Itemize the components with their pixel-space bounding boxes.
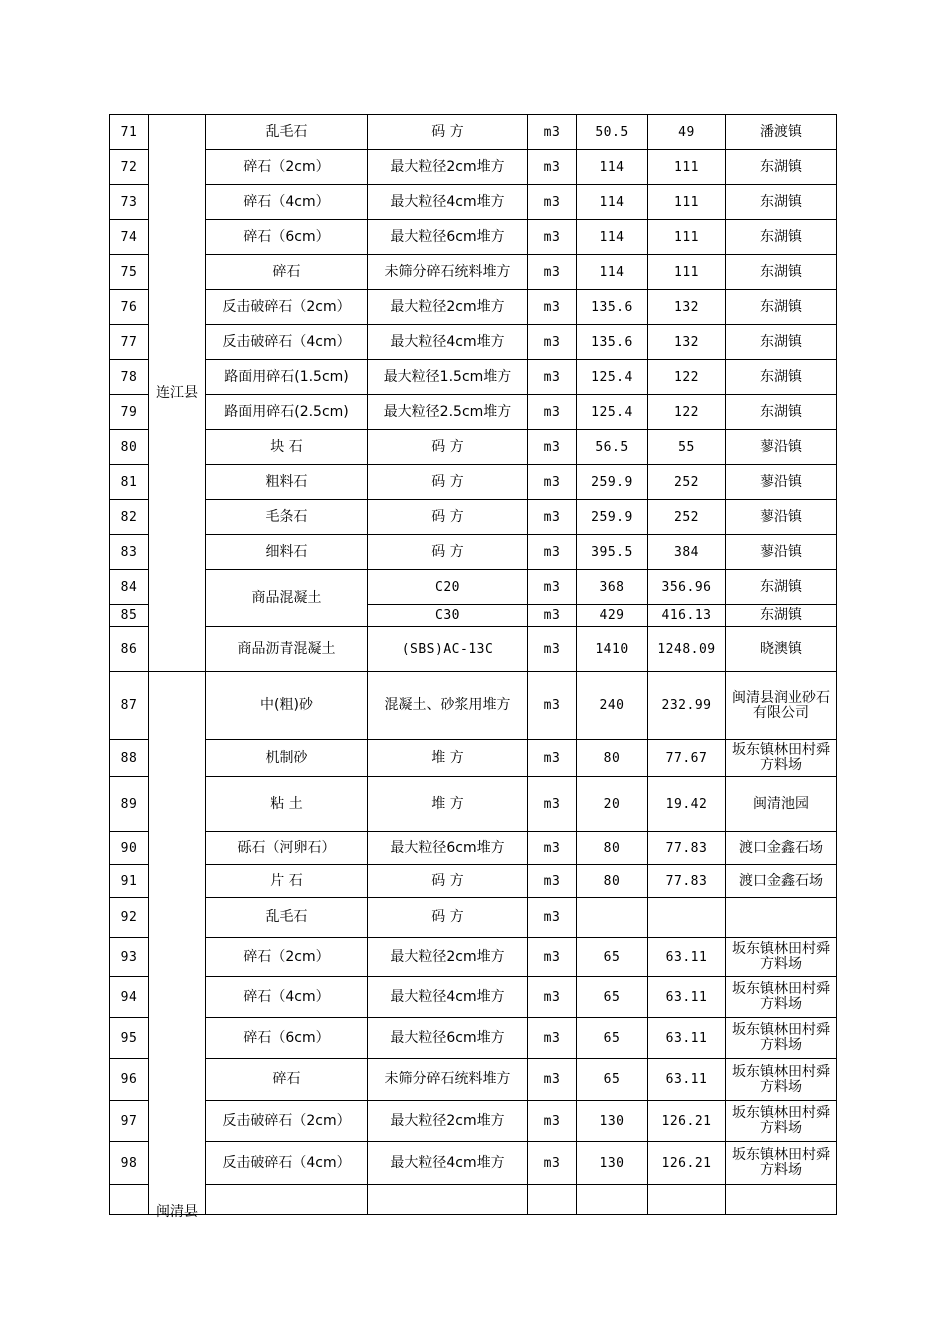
row-number-cell: 83 <box>110 535 149 570</box>
table-row <box>110 290 837 325</box>
table-row <box>110 977 837 1018</box>
location-cell: 东湖镇 <box>726 570 837 605</box>
price-notax-cell: 77.83 <box>648 832 726 865</box>
location-cell: 东湖镇 <box>726 255 837 290</box>
price-tax-cell: 65 <box>577 977 648 1018</box>
price-tax-cell: 80 <box>577 740 648 777</box>
unit-cell: m3 <box>528 535 577 570</box>
table-row <box>110 360 837 395</box>
price-tax-cell: 50.5 <box>577 115 648 150</box>
table-row <box>110 535 837 570</box>
row-number-cell: 72 <box>110 150 149 185</box>
price-notax-cell: 55 <box>648 430 726 465</box>
empty-cell <box>368 1185 528 1215</box>
material-name-cell: 粗料石 <box>206 465 368 500</box>
material-name-cell: 路面用碎石(1.5cm) <box>206 360 368 395</box>
price-notax-cell: 111 <box>648 150 726 185</box>
spec-cell: 混凝土、砂浆用堆方 <box>368 672 528 740</box>
material-name-cell: 碎石（2cm） <box>206 150 368 185</box>
spec-cell: 码 方 <box>368 500 528 535</box>
row-number-cell: 86 <box>110 627 149 672</box>
price-notax-cell: 19.42 <box>648 777 726 832</box>
spec-cell: 最大粒径2.5cm堆方 <box>368 395 528 430</box>
row-number-cell: 93 <box>110 938 149 977</box>
spec-cell: 最大粒径2cm堆方 <box>368 938 528 977</box>
row-number-cell: 87 <box>110 672 149 740</box>
row-number-cell: 91 <box>110 865 149 898</box>
unit-cell: m3 <box>528 832 577 865</box>
table-row <box>110 500 837 535</box>
price-tax-cell: 65 <box>577 1018 648 1059</box>
table-body <box>110 115 837 1220</box>
price-notax-cell <box>648 898 726 938</box>
table-row <box>110 465 837 500</box>
unit-cell: m3 <box>528 220 577 255</box>
location-cell: 东湖镇 <box>726 325 837 360</box>
price-tax-cell: 130 <box>577 1142 648 1185</box>
price-tax-cell: 368 <box>577 570 648 605</box>
unit-cell: m3 <box>528 430 577 465</box>
price-notax-cell: 111 <box>648 220 726 255</box>
unit-cell: m3 <box>528 570 577 605</box>
spec-cell: 最大粒径6cm堆方 <box>368 832 528 865</box>
spec-cell: C20 <box>368 570 528 605</box>
unit-cell: m3 <box>528 185 577 220</box>
unit-cell: m3 <box>528 325 577 360</box>
price-notax-cell: 126.21 <box>648 1101 726 1142</box>
spec-cell: 码 方 <box>368 430 528 465</box>
unit-cell: m3 <box>528 898 577 938</box>
row-number-cell: 90 <box>110 832 149 865</box>
material-name-cell: 碎石（4cm） <box>206 977 368 1018</box>
location-cell: 闽清池园 <box>726 777 837 832</box>
table-row <box>110 1101 837 1142</box>
price-notax-cell: 111 <box>648 185 726 220</box>
spec-cell: 最大粒径4cm堆方 <box>368 977 528 1018</box>
row-number-cell: 96 <box>110 1059 149 1101</box>
price-tax-cell: 259.9 <box>577 465 648 500</box>
price-tax-cell: 114 <box>577 255 648 290</box>
price-notax-cell: 111 <box>648 255 726 290</box>
material-name-cell: 毛条石 <box>206 500 368 535</box>
empty-cell <box>528 1185 577 1215</box>
location-cell: 东湖镇 <box>726 220 837 255</box>
unit-cell: m3 <box>528 1142 577 1185</box>
row-number-cell: 97 <box>110 1101 149 1142</box>
row-number-cell: 81 <box>110 465 149 500</box>
unit-cell: m3 <box>528 977 577 1018</box>
empty-cell <box>726 1185 837 1215</box>
material-name-cell: 机制砂 <box>206 740 368 777</box>
material-name-cell: 粘 土 <box>206 777 368 832</box>
price-notax-cell: 252 <box>648 500 726 535</box>
row-number-cell: 89 <box>110 777 149 832</box>
price-tax-cell: 65 <box>577 1059 648 1101</box>
county-label-minqing: 闽清县 <box>156 1204 198 1220</box>
price-tax-cell: 259.9 <box>577 500 648 535</box>
price-tax-cell: 135.6 <box>577 325 648 360</box>
location-cell: 渡口金鑫石场 <box>726 865 837 898</box>
price-tax-cell: 395.5 <box>577 535 648 570</box>
row-number-cell: 95 <box>110 1018 149 1059</box>
price-notax-cell: 126.21 <box>648 1142 726 1185</box>
material-name-cell: 商品沥青混凝土 <box>206 627 368 672</box>
price-notax-cell: 132 <box>648 325 726 360</box>
material-name-cell: 细料石 <box>206 535 368 570</box>
empty-cell <box>648 1185 726 1215</box>
table-row <box>110 570 837 605</box>
material-name-cell: 路面用碎石(2.5cm) <box>206 395 368 430</box>
price-notax-cell: 1248.09 <box>648 627 726 672</box>
row-number-cell: 71 <box>110 115 149 150</box>
location-cell: 东湖镇 <box>726 185 837 220</box>
price-tax-cell: 80 <box>577 832 648 865</box>
row-number-cell: 85 <box>110 605 149 627</box>
price-table-wrapper <box>109 114 836 1220</box>
material-name-cell: 反击破碎石（2cm） <box>206 1101 368 1142</box>
unit-cell: m3 <box>528 865 577 898</box>
county-cell-minqing <box>149 672 206 1220</box>
spec-cell: 未筛分碎石统料堆方 <box>368 255 528 290</box>
location-cell: 坂东镇林田村舜方料场 <box>726 740 837 777</box>
material-name-cell: 碎石 <box>206 255 368 290</box>
table-row <box>110 832 837 865</box>
spec-cell: 堆 方 <box>368 740 528 777</box>
material-name-cell: 碎石（6cm） <box>206 220 368 255</box>
material-name-cell: 碎石 <box>206 1059 368 1101</box>
location-cell: 蓼沿镇 <box>726 430 837 465</box>
location-cell: 潘渡镇 <box>726 115 837 150</box>
spec-cell: C30 <box>368 605 528 627</box>
spec-cell: 堆 方 <box>368 777 528 832</box>
price-tax-cell: 114 <box>577 150 648 185</box>
location-cell: 东湖镇 <box>726 150 837 185</box>
price-notax-cell: 77.67 <box>648 740 726 777</box>
location-cell: 坂东镇林田村舜方料场 <box>726 977 837 1018</box>
unit-cell: m3 <box>528 1101 577 1142</box>
row-number-cell: 82 <box>110 500 149 535</box>
material-name-cell: 碎石（4cm） <box>206 185 368 220</box>
unit-cell: m3 <box>528 360 577 395</box>
price-notax-cell: 77.83 <box>648 865 726 898</box>
unit-cell: m3 <box>528 115 577 150</box>
table-row <box>110 740 837 777</box>
spec-cell: 最大粒径6cm堆方 <box>368 1018 528 1059</box>
spec-cell: 码 方 <box>368 898 528 938</box>
county-cell-lianjiang: 连江县 <box>149 115 206 672</box>
material-name-cell: 乱毛石 <box>206 898 368 938</box>
spec-cell: 最大粒径6cm堆方 <box>368 220 528 255</box>
spec-cell: 码 方 <box>368 865 528 898</box>
price-notax-cell: 132 <box>648 290 726 325</box>
price-notax-cell: 49 <box>648 115 726 150</box>
unit-cell: m3 <box>528 1059 577 1101</box>
unit-cell: m3 <box>528 777 577 832</box>
price-notax-cell: 252 <box>648 465 726 500</box>
unit-cell: m3 <box>528 740 577 777</box>
unit-cell: m3 <box>528 290 577 325</box>
spec-cell: (SBS)AC-13C <box>368 627 528 672</box>
material-name-cell: 反击破碎石（2cm） <box>206 290 368 325</box>
table-row <box>110 1142 837 1185</box>
unit-cell: m3 <box>528 627 577 672</box>
spec-cell: 未筛分碎石统料堆方 <box>368 1059 528 1101</box>
table-row <box>110 255 837 290</box>
material-name-cell: 乱毛石 <box>206 115 368 150</box>
row-number-cell: 79 <box>110 395 149 430</box>
empty-cell <box>206 1185 368 1215</box>
table-row <box>110 185 837 220</box>
row-number-cell: 74 <box>110 220 149 255</box>
row-number-cell: 77 <box>110 325 149 360</box>
unit-cell: m3 <box>528 605 577 627</box>
price-tax-cell: 20 <box>577 777 648 832</box>
table-row-continuation <box>110 1185 837 1215</box>
row-number-cell: 78 <box>110 360 149 395</box>
table-row <box>110 115 837 150</box>
location-cell: 蓼沿镇 <box>726 535 837 570</box>
spec-cell: 最大粒径4cm堆方 <box>368 185 528 220</box>
spec-cell: 最大粒径2cm堆方 <box>368 290 528 325</box>
table-row <box>110 325 837 360</box>
location-cell: 坂东镇林田村舜方料场 <box>726 1101 837 1142</box>
empty-cell <box>577 1185 648 1215</box>
spec-cell: 码 方 <box>368 115 528 150</box>
price-notax-cell: 63.11 <box>648 938 726 977</box>
row-number-cell: 80 <box>110 430 149 465</box>
material-name-cell: 碎石（6cm） <box>206 1018 368 1059</box>
unit-cell: m3 <box>528 465 577 500</box>
price-notax-cell: 356.96 <box>648 570 726 605</box>
row-number-cell: 88 <box>110 740 149 777</box>
price-notax-cell: 232.99 <box>648 672 726 740</box>
price-tax-cell: 125.4 <box>577 360 648 395</box>
unit-cell: m3 <box>528 500 577 535</box>
location-cell: 闽清县润业砂石有限公司 <box>726 672 837 740</box>
location-cell: 晓澳镇 <box>726 627 837 672</box>
material-name-cell: 片 石 <box>206 865 368 898</box>
price-tax-cell: 125.4 <box>577 395 648 430</box>
price-tax-cell: 429 <box>577 605 648 627</box>
location-cell: 东湖镇 <box>726 360 837 395</box>
row-number-cell: 73 <box>110 185 149 220</box>
table-row <box>110 395 837 430</box>
spec-cell: 最大粒径4cm堆方 <box>368 1142 528 1185</box>
price-notax-cell: 63.11 <box>648 977 726 1018</box>
price-tax-cell: 80 <box>577 865 648 898</box>
unit-cell: m3 <box>528 1018 577 1059</box>
spec-cell: 码 方 <box>368 535 528 570</box>
material-price-table <box>109 114 837 1220</box>
price-tax-cell: 1410 <box>577 627 648 672</box>
price-notax-cell: 416.13 <box>648 605 726 627</box>
table-row <box>110 672 837 740</box>
location-cell: 蓼沿镇 <box>726 465 837 500</box>
table-row <box>110 777 837 832</box>
location-cell: 渡口金鑫石场 <box>726 832 837 865</box>
price-notax-cell: 63.11 <box>648 1059 726 1101</box>
location-cell: 坂东镇林田村舜方料场 <box>726 1059 837 1101</box>
table-row <box>110 150 837 185</box>
spec-cell: 最大粒径2cm堆方 <box>368 1101 528 1142</box>
location-cell: 坂东镇林田村舜方料场 <box>726 1018 837 1059</box>
spec-cell: 最大粒径1.5cm堆方 <box>368 360 528 395</box>
table-row <box>110 898 837 938</box>
location-cell: 蓼沿镇 <box>726 500 837 535</box>
material-name-cell: 反击破碎石（4cm） <box>206 1142 368 1185</box>
material-name-cell: 商品混凝土 <box>206 570 368 627</box>
price-tax-cell: 240 <box>577 672 648 740</box>
material-name-cell: 砾石（河卵石） <box>206 832 368 865</box>
price-tax-cell: 135.6 <box>577 290 648 325</box>
price-notax-cell: 122 <box>648 395 726 430</box>
price-tax-cell: 65 <box>577 938 648 977</box>
empty-cell <box>110 1185 149 1215</box>
price-tax-cell: 114 <box>577 220 648 255</box>
row-number-cell: 92 <box>110 898 149 938</box>
row-number-cell: 98 <box>110 1142 149 1185</box>
table-row <box>110 1018 837 1059</box>
row-number-cell: 75 <box>110 255 149 290</box>
price-notax-cell: 63.11 <box>648 1018 726 1059</box>
price-notax-cell: 384 <box>648 535 726 570</box>
material-name-cell: 中(粗)砂 <box>206 672 368 740</box>
table-row <box>110 430 837 465</box>
price-notax-cell: 122 <box>648 360 726 395</box>
spec-cell: 最大粒径4cm堆方 <box>368 325 528 360</box>
row-number-cell: 84 <box>110 570 149 605</box>
location-cell <box>726 898 837 938</box>
price-tax-cell <box>577 898 648 938</box>
location-cell: 坂东镇林田村舜方料场 <box>726 1142 837 1185</box>
spec-cell: 最大粒径2cm堆方 <box>368 150 528 185</box>
row-number-cell: 94 <box>110 977 149 1018</box>
table-row <box>110 220 837 255</box>
material-name-cell: 块 石 <box>206 430 368 465</box>
unit-cell: m3 <box>528 672 577 740</box>
location-cell: 东湖镇 <box>726 605 837 627</box>
price-tax-cell: 130 <box>577 1101 648 1142</box>
location-cell: 坂东镇林田村舜方料场 <box>726 938 837 977</box>
material-name-cell: 反击破碎石（4cm） <box>206 325 368 360</box>
price-tax-cell: 114 <box>577 185 648 220</box>
unit-cell: m3 <box>528 938 577 977</box>
location-cell: 东湖镇 <box>726 395 837 430</box>
table-row <box>110 1059 837 1101</box>
table-row <box>110 627 837 672</box>
unit-cell: m3 <box>528 395 577 430</box>
table-row <box>110 938 837 977</box>
location-cell: 东湖镇 <box>726 290 837 325</box>
row-number-cell: 76 <box>110 290 149 325</box>
unit-cell: m3 <box>528 255 577 290</box>
unit-cell: m3 <box>528 150 577 185</box>
table-row <box>110 865 837 898</box>
material-name-cell: 碎石（2cm） <box>206 938 368 977</box>
spec-cell: 码 方 <box>368 465 528 500</box>
price-tax-cell: 56.5 <box>577 430 648 465</box>
